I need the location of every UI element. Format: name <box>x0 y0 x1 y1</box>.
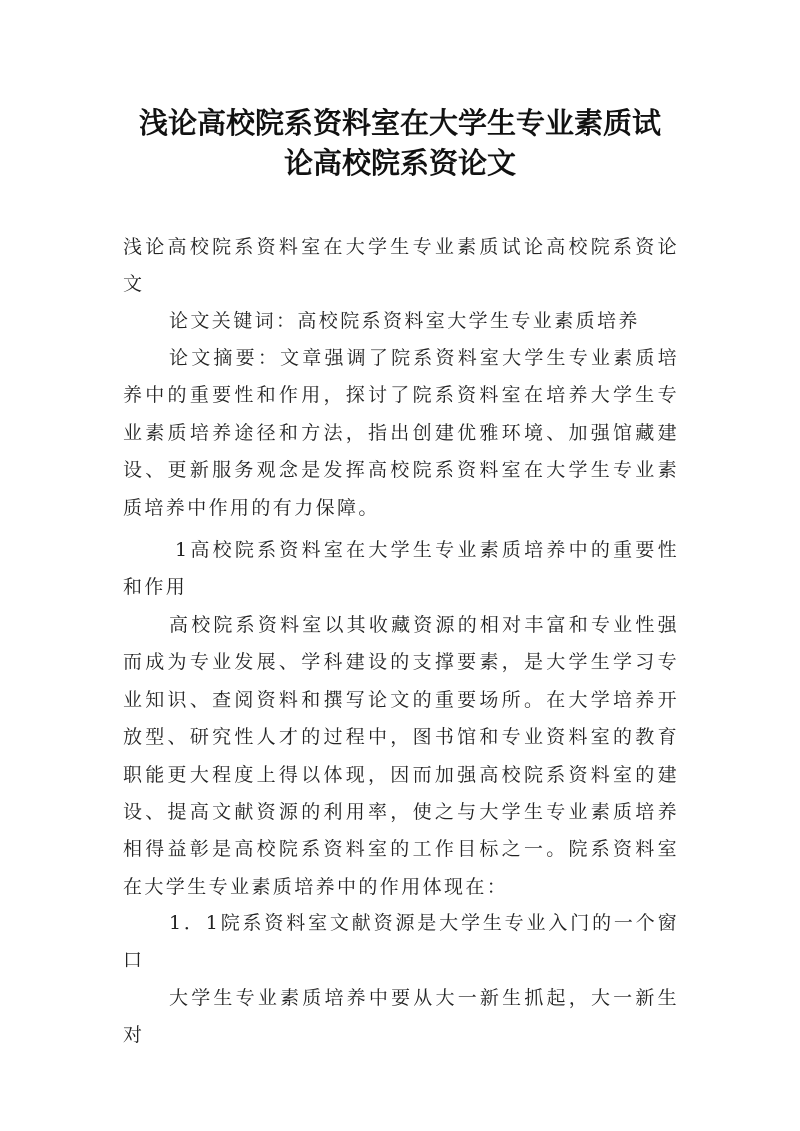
section-1-body: 高校院系资料室以其收藏资源的相对丰富和专业性强而成为专业发展、学科建设的支撑要素，是大学生学习专业知识、查阅资料和撰写论文的重要场所。在大学培养开放型、研究性人才的过程中，图书馆和专业资料室的教育职能更大程度上得以体现，因而加强高校院系资料室的建设、提高文献资源的利用率，使之与大学生专业素质培养相得益彰是高校院系资料室的工作目标之一。院系资料室在大学生专业素质培养中的作用体现在： <box>123 614 679 898</box>
keywords-paragraph: 论文关键词：高校院系资料室大学生专业素质培养 <box>169 310 640 332</box>
document-title-line-2: 论高校院系资论文 <box>283 146 516 180</box>
abstract-paragraph: 论文摘要：文章强调了院系资料室大学生专业素质培养中的重要性和作用，探讨了院系资料室在培养大学生专业素质培养途径和方法，指出创建优雅环境、加强馆藏建设、更新服务观念是发挥高校院系资料室在大学生专业素质培养中作用的有力保障。 <box>123 347 679 519</box>
intro-paragraph: 浅论高校院系资料室在大学生专业素质试论高校院系资论文 <box>123 236 679 296</box>
section-1-heading: 1高校院系资料室在大学生专业素质培养中的重要性和作用 <box>123 539 679 599</box>
document-title-line-1: 浅论高校院系资料室在大学生专业素质试 <box>138 106 661 140</box>
section-1-1-heading: 1．1院系资料室文献资源是大学生专业入门的一个窗口 <box>123 912 679 972</box>
section-1-1-body: 大学生专业素质培养中要从大一新生抓起，大一新生对 <box>123 987 679 1047</box>
